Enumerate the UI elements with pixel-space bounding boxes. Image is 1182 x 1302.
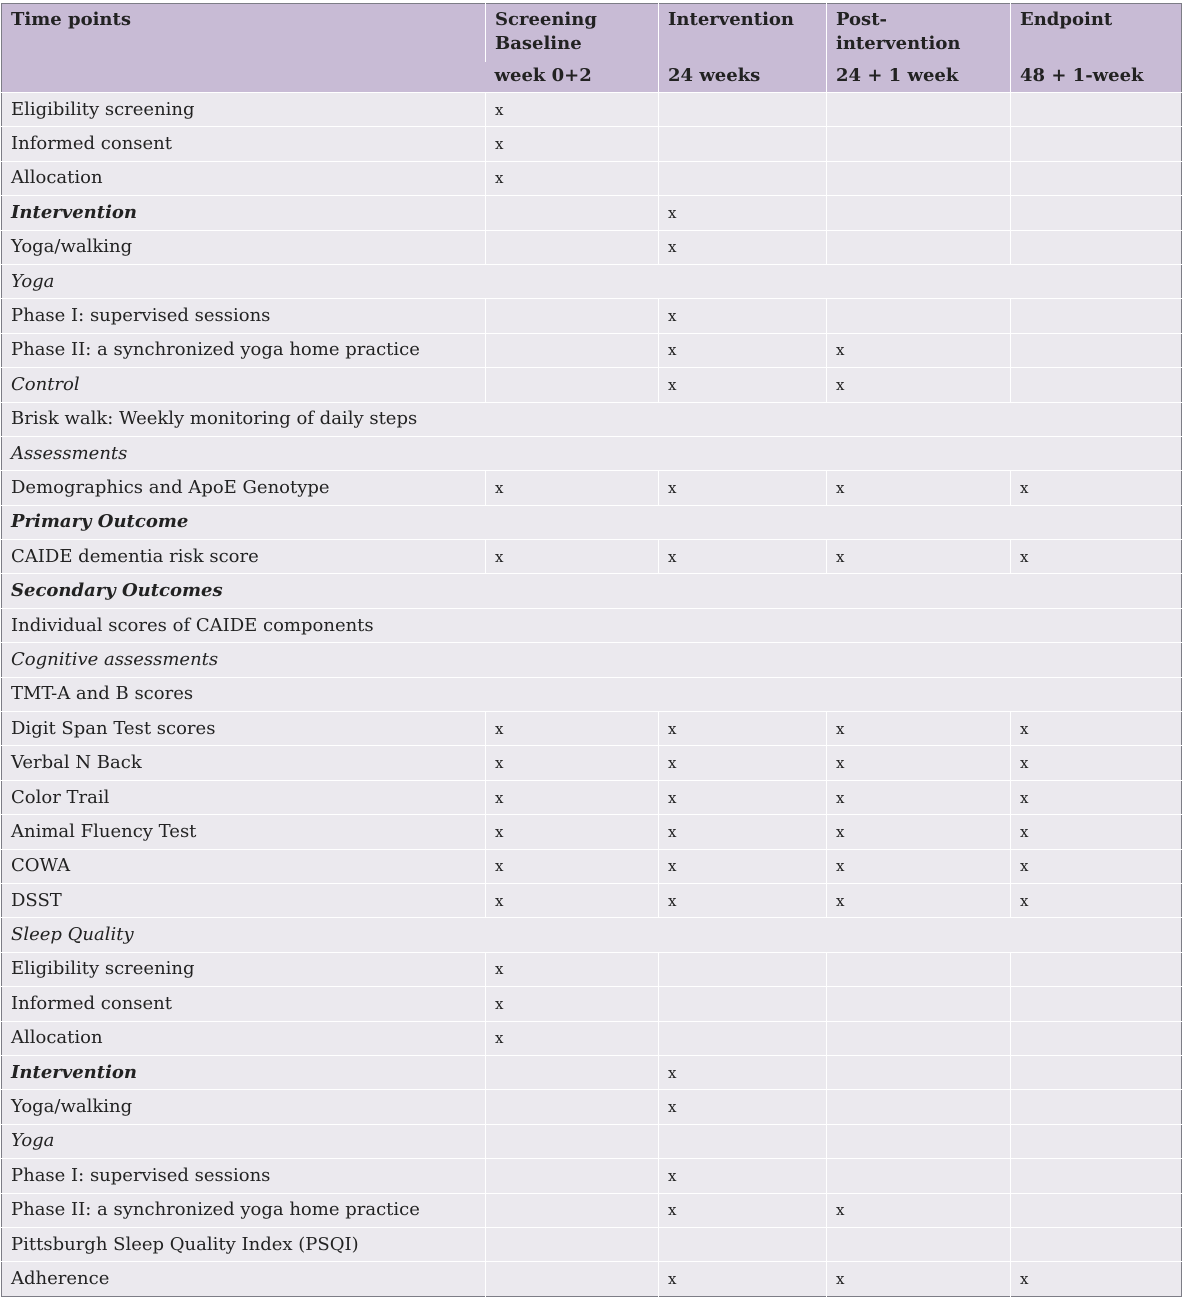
table-row bbox=[2, 883, 1182, 917]
row-label: Eligibility screening bbox=[2, 952, 486, 986]
mark-post-intervention bbox=[827, 1090, 1011, 1124]
row-label: Yoga/walking bbox=[2, 1090, 486, 1124]
mark-post-intervention bbox=[827, 1055, 1011, 1089]
timing-screening: week 0+2 bbox=[486, 62, 659, 93]
mark-endpoint: x bbox=[1011, 540, 1182, 574]
mark-intervention: x bbox=[659, 230, 827, 264]
row-label: Secondary Outcomes bbox=[2, 574, 1182, 608]
table-row bbox=[2, 746, 1182, 780]
mark-intervention bbox=[659, 1227, 827, 1261]
table-row bbox=[2, 264, 1182, 298]
row-label: Intervention bbox=[2, 196, 486, 230]
mark-post-intervention: x bbox=[827, 540, 1011, 574]
mark-intervention bbox=[659, 987, 827, 1021]
header-screening-baseline: Screening Baseline bbox=[486, 4, 659, 63]
mark-post-intervention bbox=[827, 299, 1011, 333]
mark-endpoint: x bbox=[1011, 780, 1182, 814]
table-row bbox=[2, 436, 1182, 470]
row-label: Phase II: a synchronized yoga home practice bbox=[2, 333, 486, 367]
mark-screening bbox=[486, 230, 659, 264]
mark-post-intervention: x bbox=[827, 368, 1011, 402]
mark-endpoint bbox=[1011, 299, 1182, 333]
mark-screening: x bbox=[486, 780, 659, 814]
table-row bbox=[2, 952, 1182, 986]
table-row bbox=[2, 677, 1182, 711]
mark-endpoint bbox=[1011, 1193, 1182, 1227]
row-label: Sleep Quality bbox=[2, 918, 1182, 952]
row-label: Adherence bbox=[2, 1262, 486, 1296]
mark-post-intervention: x bbox=[827, 1262, 1011, 1296]
mark-intervention: x bbox=[659, 1262, 827, 1296]
mark-post-intervention bbox=[827, 93, 1011, 127]
table-row bbox=[2, 1262, 1182, 1296]
mark-post-intervention bbox=[827, 987, 1011, 1021]
table-row bbox=[2, 299, 1182, 333]
table-row bbox=[2, 608, 1182, 642]
table-row bbox=[2, 918, 1182, 952]
row-label: Brisk walk: Weekly monitoring of daily steps bbox=[2, 402, 1182, 436]
mark-screening bbox=[486, 1227, 659, 1261]
row-label: Assessments bbox=[2, 436, 1182, 470]
table-row bbox=[2, 161, 1182, 195]
mark-endpoint: x bbox=[1011, 471, 1182, 505]
mark-intervention bbox=[659, 127, 827, 161]
mark-screening bbox=[486, 1159, 659, 1193]
mark-intervention: x bbox=[659, 1159, 827, 1193]
table-row bbox=[2, 1090, 1182, 1124]
table-row bbox=[2, 230, 1182, 264]
mark-post-intervention bbox=[827, 1021, 1011, 1055]
mark-post-intervention bbox=[827, 1124, 1011, 1158]
row-label: Yoga/walking bbox=[2, 230, 486, 264]
mark-endpoint bbox=[1011, 368, 1182, 402]
mark-post-intervention bbox=[827, 1227, 1011, 1261]
row-label: Informed consent bbox=[2, 127, 486, 161]
mark-intervention: x bbox=[659, 849, 827, 883]
mark-intervention: x bbox=[659, 1193, 827, 1227]
table-row bbox=[2, 815, 1182, 849]
row-label: Phase I: supervised sessions bbox=[2, 1159, 486, 1193]
mark-screening: x bbox=[486, 1021, 659, 1055]
mark-screening: x bbox=[486, 815, 659, 849]
table-row bbox=[2, 1055, 1182, 1089]
mark-screening: x bbox=[486, 540, 659, 574]
mark-post-intervention: x bbox=[827, 815, 1011, 849]
row-label: DSST bbox=[2, 883, 486, 917]
row-label: Informed consent bbox=[2, 987, 486, 1021]
row-label: Individual scores of CAIDE components bbox=[2, 608, 1182, 642]
mark-screening bbox=[486, 368, 659, 402]
mark-endpoint: x bbox=[1011, 849, 1182, 883]
mark-endpoint: x bbox=[1011, 712, 1182, 746]
mark-intervention bbox=[659, 161, 827, 195]
mark-endpoint bbox=[1011, 333, 1182, 367]
mark-endpoint: x bbox=[1011, 1262, 1182, 1296]
table-row bbox=[2, 712, 1182, 746]
mark-intervention: x bbox=[659, 196, 827, 230]
mark-intervention: x bbox=[659, 540, 827, 574]
mark-endpoint bbox=[1011, 1090, 1182, 1124]
mark-intervention: x bbox=[659, 299, 827, 333]
mark-intervention bbox=[659, 1124, 827, 1158]
mark-post-intervention bbox=[827, 196, 1011, 230]
table-row bbox=[2, 505, 1182, 539]
table-row bbox=[2, 574, 1182, 608]
mark-endpoint bbox=[1011, 1159, 1182, 1193]
timing-post-intervention: 24 + 1 week bbox=[827, 62, 1011, 93]
mark-screening bbox=[486, 1090, 659, 1124]
row-label: Demographics and ApoE Genotype bbox=[2, 471, 486, 505]
table-row bbox=[2, 333, 1182, 367]
row-label: Allocation bbox=[2, 161, 486, 195]
table-row bbox=[2, 93, 1182, 127]
table-row bbox=[2, 780, 1182, 814]
mark-screening: x bbox=[486, 471, 659, 505]
mark-screening bbox=[486, 1055, 659, 1089]
mark-endpoint: x bbox=[1011, 815, 1182, 849]
table-row bbox=[2, 1124, 1182, 1158]
row-label: Animal Fluency Test bbox=[2, 815, 486, 849]
header-intervention: Intervention bbox=[659, 4, 827, 63]
timing-intervention: 24 weeks bbox=[659, 62, 827, 93]
mark-post-intervention bbox=[827, 230, 1011, 264]
mark-post-intervention bbox=[827, 952, 1011, 986]
mark-endpoint bbox=[1011, 230, 1182, 264]
table-row bbox=[2, 987, 1182, 1021]
mark-intervention: x bbox=[659, 883, 827, 917]
mark-post-intervention: x bbox=[827, 849, 1011, 883]
row-label: Yoga bbox=[2, 264, 1182, 298]
mark-endpoint bbox=[1011, 1227, 1182, 1261]
schedule-table bbox=[1, 3, 1182, 1297]
mark-intervention: x bbox=[659, 1090, 827, 1124]
mark-post-intervention: x bbox=[827, 712, 1011, 746]
mark-intervention: x bbox=[659, 368, 827, 402]
mark-endpoint bbox=[1011, 987, 1182, 1021]
mark-screening: x bbox=[486, 849, 659, 883]
mark-intervention: x bbox=[659, 712, 827, 746]
mark-post-intervention: x bbox=[827, 471, 1011, 505]
row-label: Phase II: a synchronized yoga home practice bbox=[2, 1193, 486, 1227]
row-label: Primary Outcome bbox=[2, 505, 1182, 539]
mark-endpoint: x bbox=[1011, 746, 1182, 780]
mark-intervention: x bbox=[659, 1055, 827, 1089]
row-label: TMT-A and B scores bbox=[2, 677, 1182, 711]
row-label: Yoga bbox=[2, 1124, 486, 1158]
table-row bbox=[2, 849, 1182, 883]
mark-endpoint bbox=[1011, 196, 1182, 230]
table-row bbox=[2, 1021, 1182, 1055]
table-body bbox=[2, 93, 1182, 1297]
table-row bbox=[2, 471, 1182, 505]
mark-intervention: x bbox=[659, 746, 827, 780]
header-time-points: Time points bbox=[2, 4, 486, 93]
mark-screening: x bbox=[486, 161, 659, 195]
header-row bbox=[2, 4, 1182, 63]
table-row bbox=[2, 127, 1182, 161]
mark-screening bbox=[486, 1193, 659, 1227]
mark-screening bbox=[486, 299, 659, 333]
row-label: COWA bbox=[2, 849, 486, 883]
mark-screening: x bbox=[486, 883, 659, 917]
table-row bbox=[2, 1227, 1182, 1261]
mark-screening: x bbox=[486, 93, 659, 127]
table-header bbox=[2, 4, 1182, 93]
row-label: Eligibility screening bbox=[2, 93, 486, 127]
mark-screening: x bbox=[486, 127, 659, 161]
mark-endpoint bbox=[1011, 93, 1182, 127]
mark-endpoint bbox=[1011, 1124, 1182, 1158]
mark-endpoint bbox=[1011, 127, 1182, 161]
mark-screening bbox=[486, 196, 659, 230]
mark-endpoint bbox=[1011, 952, 1182, 986]
row-label: Control bbox=[2, 368, 486, 402]
mark-post-intervention: x bbox=[827, 883, 1011, 917]
table-row bbox=[2, 1159, 1182, 1193]
row-label: Color Trail bbox=[2, 780, 486, 814]
row-label: Phase I: supervised sessions bbox=[2, 299, 486, 333]
mark-screening bbox=[486, 333, 659, 367]
mark-screening bbox=[486, 1262, 659, 1296]
table-row bbox=[2, 540, 1182, 574]
timing-endpoint: 48 + 1-week bbox=[1011, 62, 1182, 93]
table-row bbox=[2, 196, 1182, 230]
mark-intervention bbox=[659, 952, 827, 986]
mark-screening: x bbox=[486, 952, 659, 986]
mark-screening bbox=[486, 1124, 659, 1158]
row-label: Verbal N Back bbox=[2, 746, 486, 780]
mark-post-intervention: x bbox=[827, 780, 1011, 814]
mark-intervention: x bbox=[659, 815, 827, 849]
mark-post-intervention bbox=[827, 127, 1011, 161]
mark-intervention: x bbox=[659, 471, 827, 505]
mark-screening: x bbox=[486, 987, 659, 1021]
mark-post-intervention: x bbox=[827, 1193, 1011, 1227]
row-label: Digit Span Test scores bbox=[2, 712, 486, 746]
mark-intervention bbox=[659, 1021, 827, 1055]
row-label: Intervention bbox=[2, 1055, 486, 1089]
mark-endpoint bbox=[1011, 161, 1182, 195]
mark-screening: x bbox=[486, 712, 659, 746]
mark-post-intervention bbox=[827, 161, 1011, 195]
mark-post-intervention bbox=[827, 1159, 1011, 1193]
mark-intervention: x bbox=[659, 333, 827, 367]
mark-intervention bbox=[659, 93, 827, 127]
row-label: Cognitive assessments bbox=[2, 643, 1182, 677]
mark-post-intervention: x bbox=[827, 333, 1011, 367]
table-row bbox=[2, 402, 1182, 436]
row-label: Pittsburgh Sleep Quality Index (PSQI) bbox=[2, 1227, 486, 1261]
table-row bbox=[2, 1193, 1182, 1227]
table-row bbox=[2, 368, 1182, 402]
row-label: CAIDE dementia risk score bbox=[2, 540, 486, 574]
header-endpoint: Endpoint bbox=[1011, 4, 1182, 63]
mark-endpoint bbox=[1011, 1055, 1182, 1089]
mark-intervention: x bbox=[659, 780, 827, 814]
mark-screening: x bbox=[486, 746, 659, 780]
mark-post-intervention: x bbox=[827, 746, 1011, 780]
table-row bbox=[2, 643, 1182, 677]
mark-endpoint: x bbox=[1011, 883, 1182, 917]
mark-endpoint bbox=[1011, 1021, 1182, 1055]
row-label: Allocation bbox=[2, 1021, 486, 1055]
header-post-intervention: Post-intervention bbox=[827, 4, 1011, 63]
